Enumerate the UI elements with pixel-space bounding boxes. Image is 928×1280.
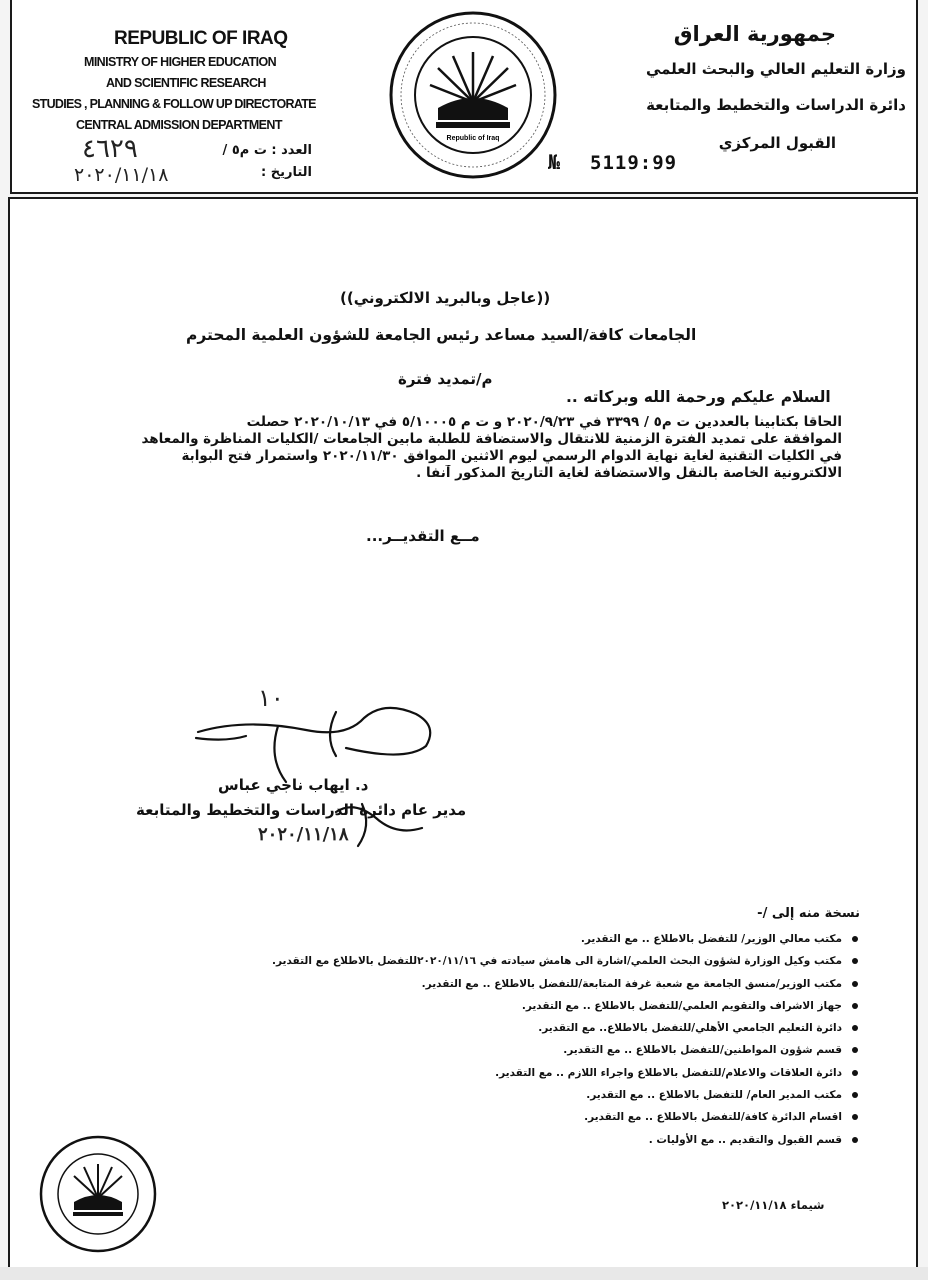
department-ar: القبول المركزي [718,134,836,152]
ministry-seal-emblem-icon [388,10,561,180]
ministry-en-line1: MINISTRY OF HIGHER EDUCATION [84,55,277,69]
list-item: دائرة العلاقات والاعلام/للتفضل بالاطلاع واجراء اللازم .. مع التقدير. [300,1062,860,1084]
letter-paragraph [80,414,842,482]
ministry-en-line2: AND SCIENTIFIC RESEARCH [106,76,266,90]
subject: م/تمديد فترة [398,370,493,388]
greeting: السلام عليكم ورحمة الله وبركاته .. [566,388,831,406]
republic-en: REPUBLIC OF IRAQ [114,28,288,49]
paragraph-line: الموافقة على تمديد الفترة الزمنية للانتقال والاستضافة للطلبة مابين الجامعات /الكليات المناظرة والمعاهد [141,431,842,447]
date-label: التاريخ : [261,165,312,180]
list-item: مكتب معالي الوزير/ للتفضل بالاطلاع .. مع التقدير. [300,928,860,950]
urgent-notice: ((عاجل وبالبريد الالكتروني)) [340,289,551,307]
footer-seal-emblem-icon [38,1134,158,1254]
serial-symbol: № [548,150,561,174]
signer-title: مدير عام دائرة الدراسات والتخطيط والمتابعة [136,801,467,819]
date-value: ٢٠٢٠/١١/١٨ [74,164,169,186]
serial-number: 5119:99 [590,152,678,174]
list-item: مكتب وكيل الوزارة لشؤون البحث العلمي/اشارة الى هامش سيادته في ٢٠٢٠/١١/١٦للتفضل بالاطلاع مع التقدير. [300,950,860,972]
list-item: دائرة التعليم الجامعي الأهلي/للتفضل بالاطلاع.. مع التقدير. [300,1017,860,1039]
paragraph-line: الحاقا بكتابينا بالعددين ت م٥ / ٣٣٩٩ في ٢٠٢٠/٩/٢٣ و ت م ٥/١٠٠٠٥ في ٢٠٢٠/١٠/١٣ حصلت [246,414,842,430]
list-item: مكتب المدير العام/ للتفضل بالاطلاع .. مع التقدير. [300,1084,860,1106]
closing: مــع التقديــر... [366,527,480,545]
footer-seal [38,1134,158,1254]
directorate-ar: دائرة الدراسات والتخطيط والمتابعة [646,96,906,114]
svg-text:Republic of Iraq: Republic of Iraq [446,135,500,142]
directorate-en: STUDIES , PLANNING & FOLLOW UP DIRECTORATE [32,97,316,111]
list-item: مكتب الوزير/منسق الجامعة مع شعبة غرفة المتابعة/للتفضل بالاطلاع .. مع التقدير. [300,973,860,995]
list-item: جهاز الاشراف والتقويم العلمي/للتفضل بالاطلاع .. مع التقدير. [300,995,860,1017]
typist-initials: شيماء ٢٠٢٠/١١/١٨ [722,1198,825,1212]
signer-name: د. ايهاب ناجي عباس [218,776,369,794]
paragraph-line: في الكليات التقنية لغاية نهاية الدوام الرسمي ليوم الاثنين الموافق ٢٠٢٠/١١/٣٠ واستمرار فتح البوابة [181,448,842,464]
reference-number: ٤٦٢٩ [82,134,138,164]
signature-date: ٢٠٢٠/١١/١٨ [258,824,349,845]
paragraph-line: الالكترونية الخاصة بالنقل والاستضافة لغاية التاريخ المذكور آنفا . [416,465,842,481]
copies-heading: نسخة منه إلى /- [757,906,860,921]
ministry-ar: وزارة التعليم العالي والبحث العلمي [645,60,906,78]
reference-label: العدد : ت م٥ / [222,143,312,158]
list-item: اقسام الدائرة كافة/للتفضل بالاطلاع .. مع التقدير. [300,1106,860,1128]
addressee: الجامعات كافة/السيد مساعد رئيس الجامعة للشؤون العلمية المحترم [186,326,697,344]
handwritten-mark: ١٠ [258,684,284,712]
list-item: قسم شؤون المواطنين/للتفضل بالاطلاع .. مع التقدير. [300,1039,860,1061]
scan-edge [0,1267,928,1280]
copies-list [272,928,860,1151]
letterhead [10,0,918,194]
department-en: CENTRAL ADMISSION DEPARTMENT [76,118,282,132]
ministry-seal [388,10,561,180]
republic-ar: جمهورية العراق [673,22,836,46]
list-item: قسم القبول والتقديم .. مع الأوليات . [300,1129,860,1151]
